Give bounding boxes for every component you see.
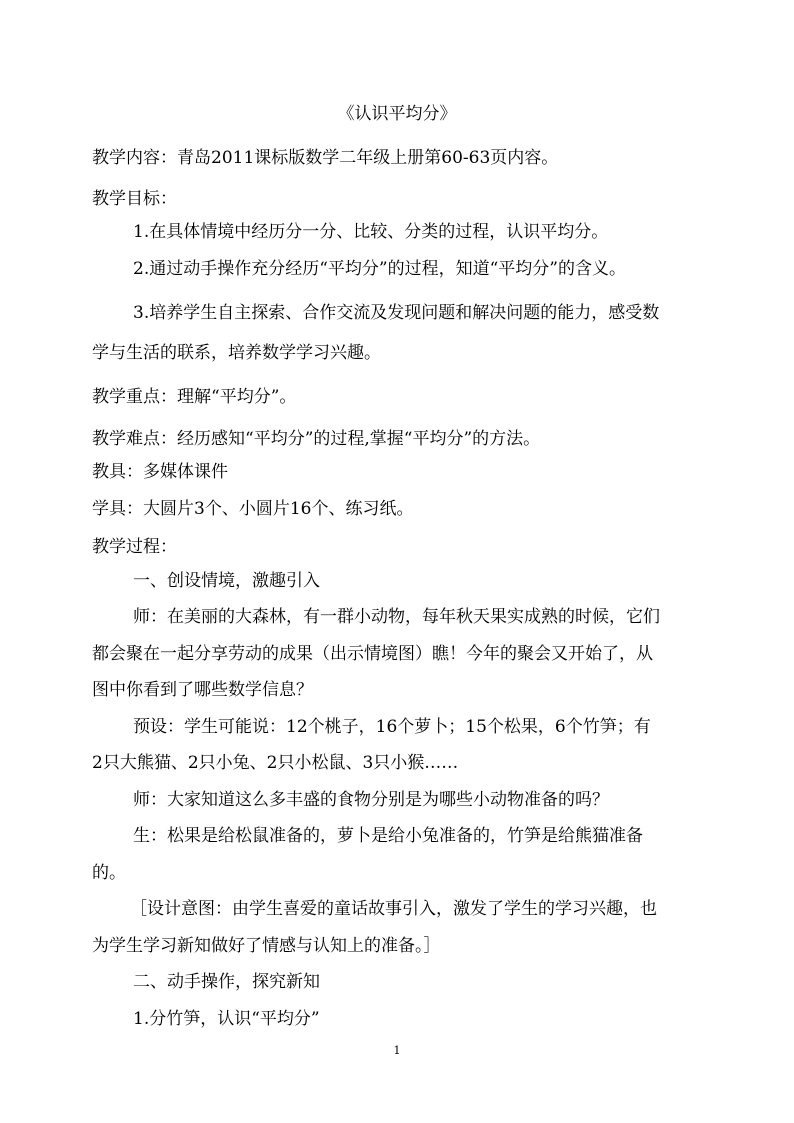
text-line: 教学内容：青岛2011课标版数学二年级上册第60-63页内容。 [92, 148, 559, 168]
document-title: 《认识平均分》 [337, 104, 457, 124]
text-line: 1.在具体情境中经历分一分、比较、分类的过程，认识平均分。 [133, 222, 609, 242]
text-line: 教学目标： [92, 189, 177, 209]
text-line: ［设计意图：由学生喜爱的童话故事引入，激发了学生的学习兴趣，也 [130, 899, 657, 919]
text-line: 都会聚在一起分享劳动的成果（出示情境图）瞧！今年的聚会又开始了，从 [92, 644, 653, 664]
text-line: 生：松果是给松鼠准备的，萝卜是给小兔准备的，竹笋是给熊猫准备 [133, 826, 643, 846]
text-line: 2只大熊猫、2只小兔、2只小松鼠、3只小猴…… [92, 753, 459, 773]
text-line: 教具：多媒体课件 [92, 462, 228, 482]
text-line: 学具：大圆片3个、小圆片16个、练习纸。 [92, 499, 414, 519]
text-line: 教学过程： [92, 537, 177, 557]
text-line: 二、动手操作，探究新知 [133, 972, 320, 992]
text-line: 教学重点：理解“平均分”。 [92, 387, 297, 407]
text-line: 师：大家知道这么多丰盛的食物分别是为哪些小动物准备的吗？ [133, 790, 609, 810]
text-line: 教学难点：经历感知“平均分”的过程,掌握“平均分”的方法。 [92, 429, 541, 449]
text-line: 图中你看到了哪些数学信息？ [92, 680, 313, 700]
text-line: 3.培养学生自主探索、合作交流及发现问题和解决问题的能力，感受数 [133, 303, 660, 323]
text-line: 一、创设情境，激趣引入 [133, 571, 320, 591]
text-line: 2.通过动手操作充分经历“平均分”的过程，知道“平均分”的含义。 [133, 259, 626, 279]
text-line: 1.分竹笋，认识“平均分” [133, 1009, 320, 1029]
text-line: 的。 [92, 863, 126, 883]
text-line: 学与生活的联系，培养数学学习兴趣。 [92, 343, 381, 363]
text-line: 为学生学习新知做好了情感与认知上的准备。］ [92, 936, 441, 956]
text-line: 师：在美丽的大森林，有一群小动物，每年秋天果实成熟的时候，它们 [133, 607, 660, 627]
text-line: 预设：学生可能说：12个桃子，16个萝卜；15个松果，6个竹笋；有 [133, 717, 651, 737]
page-number: 1 [393, 1044, 401, 1057]
